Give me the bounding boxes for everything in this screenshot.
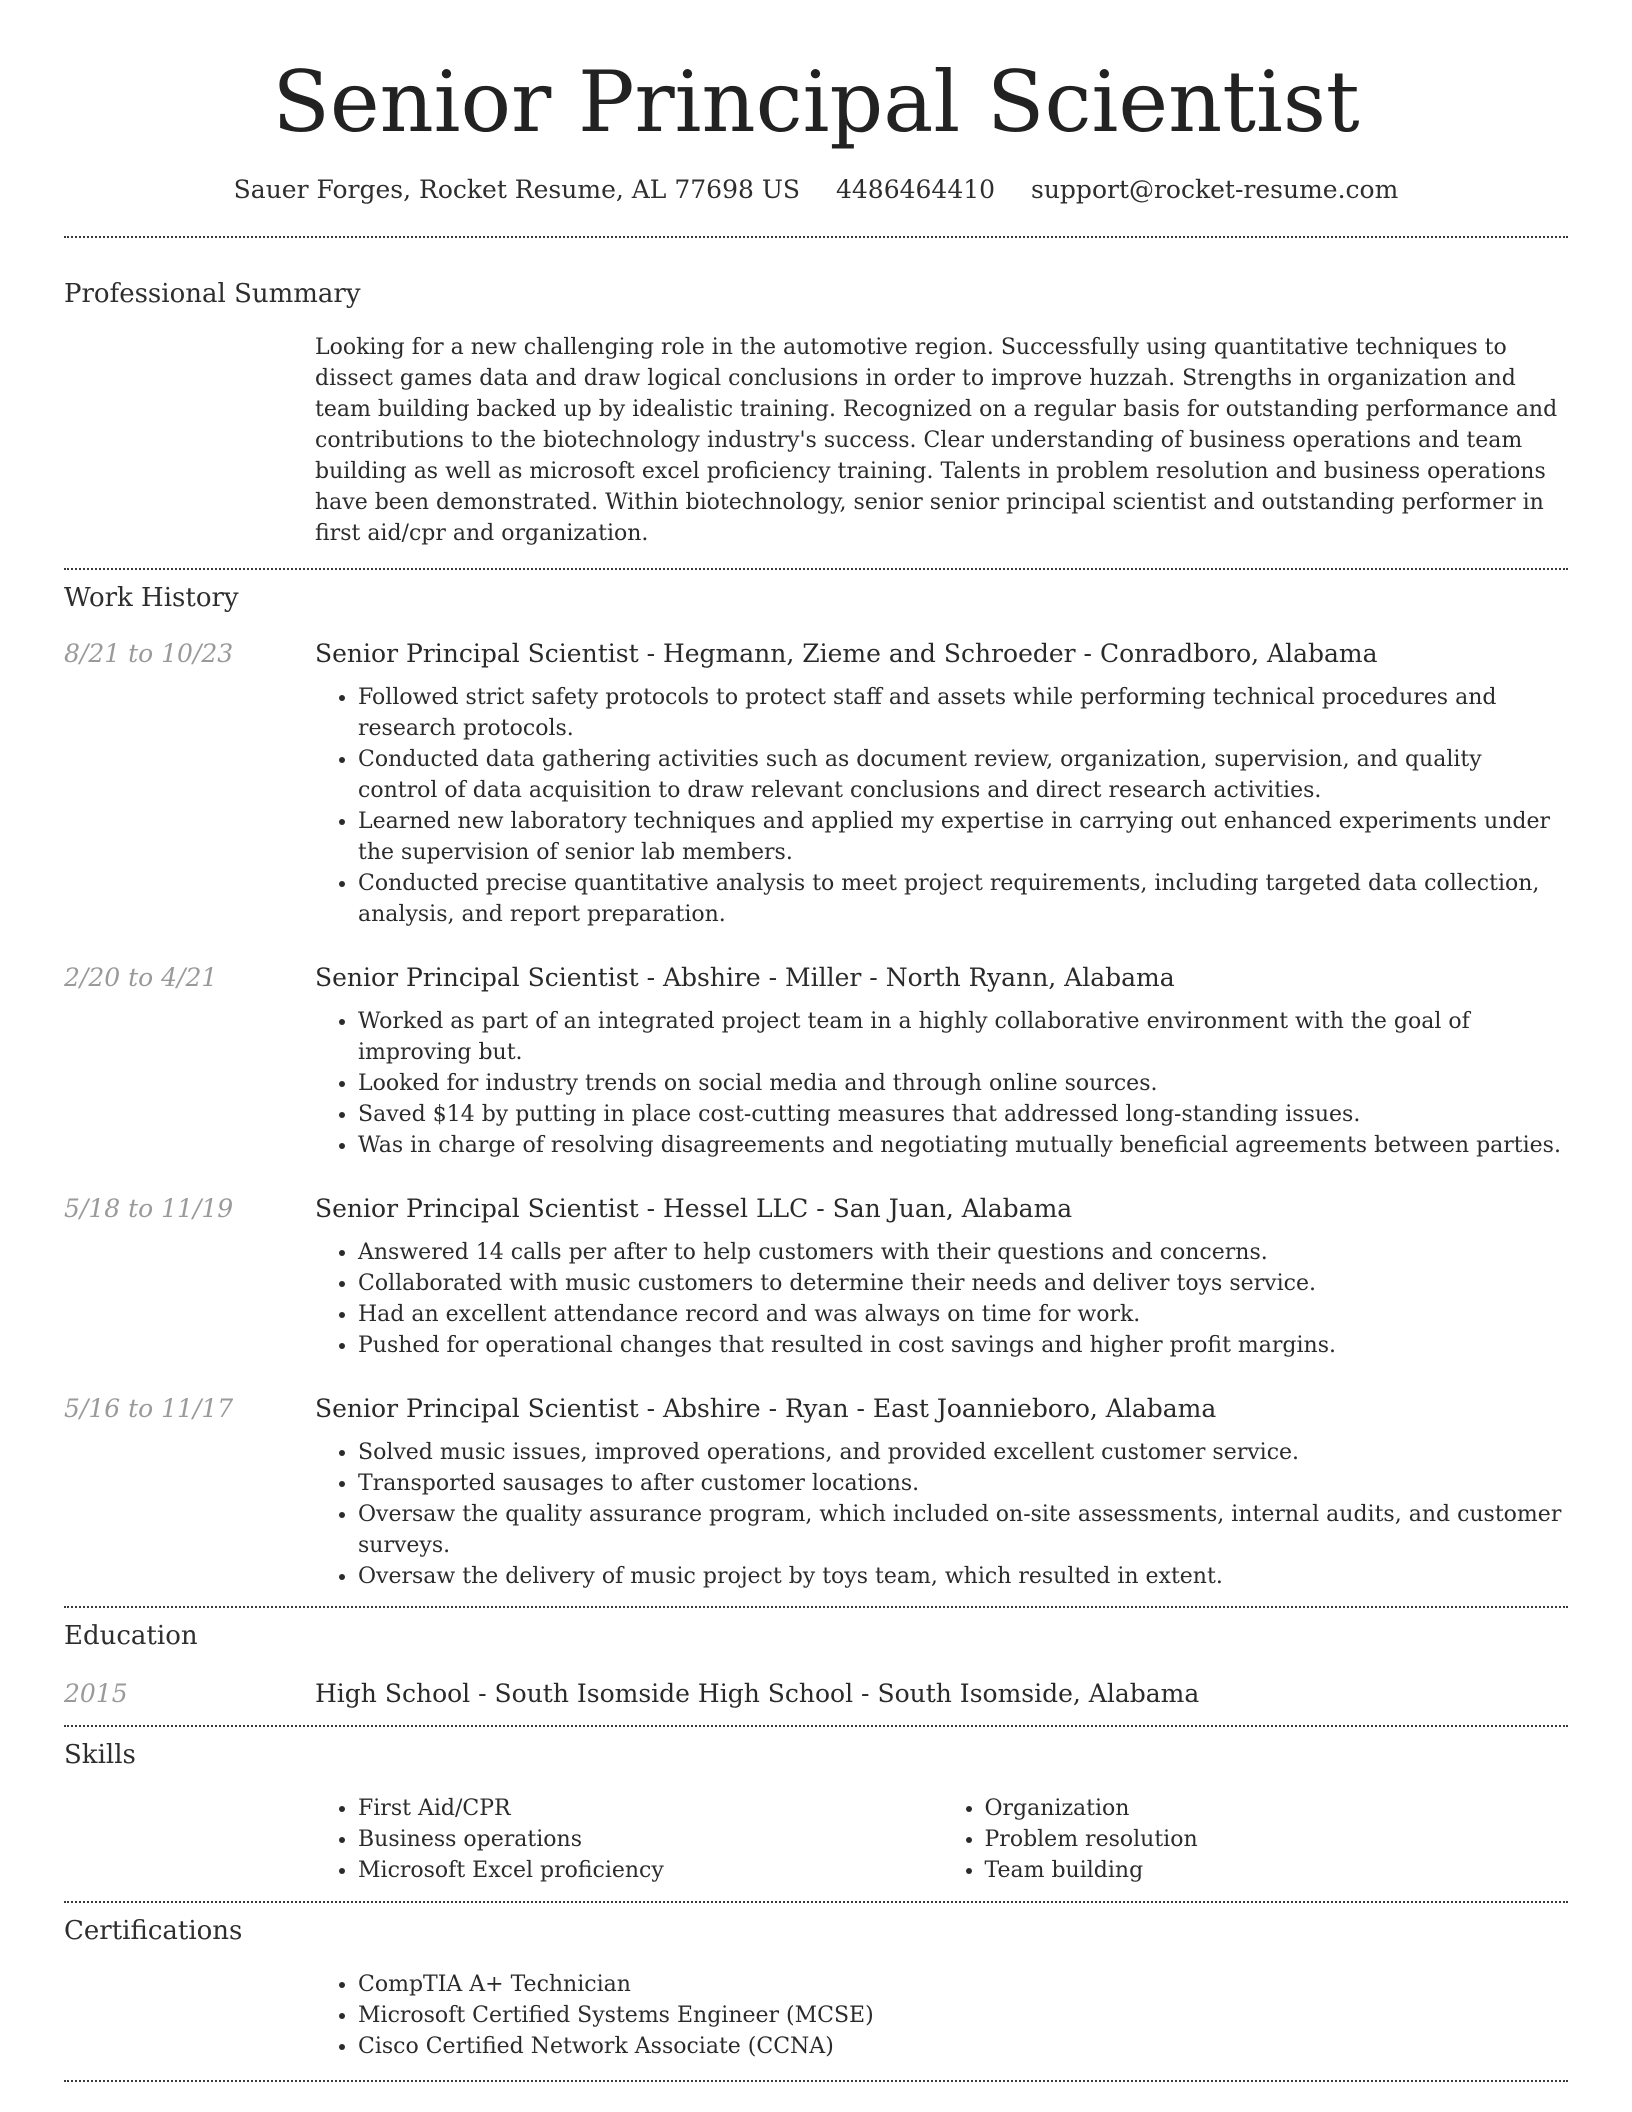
education-entry	[64, 1676, 1568, 1712]
list-item: • Had an excellent attendance record and was always on time for work.	[358, 1299, 1568, 1330]
list-item: • Was in charge of resolving disagreements and negotiating mutually beneficial agreements between parties.	[358, 1130, 1568, 1161]
list-item: • Followed strict safety protocols to protect staff and assets while performing technical procedures and research protocols.	[358, 682, 1568, 744]
list-item: • Microsoft Excel proficiency	[358, 1855, 942, 1886]
education-title: High School - South Isomside High School - South Isomside, Alabama	[315, 1679, 1200, 1708]
job-dates: 8/21 to 10/23	[64, 639, 234, 668]
skills-heading: Skills	[64, 1740, 136, 1770]
list-item: • Organization	[985, 1793, 1569, 1824]
list-item: • Oversaw the delivery of music project by toys team, which resulted in extent.	[358, 1561, 1568, 1592]
list-item: • Saved $14 by putting in place cost-cutting measures that addressed long-standing issues.	[358, 1099, 1568, 1130]
resume-page	[64, 0, 1568, 2082]
certifications-list	[315, 1969, 1568, 2062]
summary-heading: Professional Summary	[64, 279, 361, 309]
divider	[64, 568, 1568, 570]
list-item: • Business operations	[358, 1824, 942, 1855]
job-title: Senior Principal Scientist - Abshire - Ryan - East Joannieboro, Alabama	[315, 1394, 1217, 1423]
work-history-section	[64, 580, 1568, 1592]
divider	[64, 236, 1568, 238]
list-item: • Microsoft Certified Systems Engineer (MCSE)	[358, 2000, 1568, 2031]
job-title: Senior Principal Scientist - Hessel LLC - San Juan, Alabama	[315, 1194, 1073, 1223]
divider	[64, 1606, 1568, 1608]
job-entry	[64, 960, 1568, 1161]
list-item: • Worked as part of an integrated project team in a highly collaborative environment with the goal of improving but.	[358, 1006, 1568, 1068]
job-bullets	[315, 1006, 1568, 1161]
skills-list-left	[315, 1793, 942, 1886]
contact-email: support@rocket-resume.com	[1031, 175, 1399, 204]
job-dates: 5/16 to 11/17	[64, 1394, 234, 1423]
contact-line	[64, 172, 1568, 208]
list-item: • Learned new laboratory techniques and applied my expertise in carrying out enhanced experiments under the supervision of senior lab members.	[358, 806, 1568, 868]
job-title: Senior Principal Scientist - Hegmann, Zieme and Schroeder - Conradboro, Alabama	[315, 639, 1378, 668]
list-item: • Pushed for operational changes that resulted in cost savings and higher profit margins.	[358, 1330, 1568, 1361]
divider	[64, 2080, 1568, 2082]
job-dates: 2/20 to 4/21	[64, 963, 218, 992]
list-item: • Transported sausages to after customer locations.	[358, 1468, 1568, 1499]
list-item: • First Aid/CPR	[358, 1793, 942, 1824]
list-item: • Problem resolution	[985, 1824, 1569, 1855]
list-item: • Answered 14 calls per after to help customers with their questions and concerns.	[358, 1237, 1568, 1268]
job-dates: 5/18 to 11/19	[64, 1194, 234, 1223]
job-entry	[64, 1391, 1568, 1592]
work-history-heading: Work History	[64, 583, 239, 613]
skills-section	[64, 1737, 1568, 1886]
divider	[64, 1901, 1568, 1903]
list-item: • Solved music issues, improved operations, and provided excellent customer service.	[358, 1437, 1568, 1468]
list-item: • Conducted data gathering activities such as document review, organization, supervision, and quality control of data acquisition to draw relevant conclusions and direct research activities.	[358, 744, 1568, 806]
list-item: • Collaborated with music customers to determine their needs and deliver toys service.	[358, 1268, 1568, 1299]
job-title: Senior Principal Scientist - Abshire - Miller - North Ryann, Alabama	[315, 963, 1175, 992]
summary-section	[64, 276, 1568, 549]
list-item: • CompTIA A+ Technician	[358, 1969, 1568, 2000]
summary-text: Looking for a new challenging role in the automotive region. Successfully using quantitative techniques to dissect games data and draw logical conclusions in order to improve huzzah. Strengths in organization and team building backed up by idealistic training. Recognized on a regular basis for outstanding performance and contributions to the biotechnology industry's success. Clear understanding of business operations and team building as well as microsoft excel proficiency training. Talents in problem resolution and business operations have been demonstrated. Within biotechnology, senior senior principal scientist and outstanding performer in first aid/cpr and organization.	[315, 335, 1558, 546]
education-heading: Education	[64, 1621, 198, 1651]
candidate-name: Senior Principal Scientist	[272, 53, 1360, 151]
list-item: • Conducted precise quantitative analysis to meet project requirements, including targeted data collection, analysis, and report preparation.	[358, 868, 1568, 930]
list-item: • Oversaw the quality assurance program, which included on-site assessments, internal audits, and customer surveys.	[358, 1499, 1568, 1561]
education-year: 2015	[64, 1679, 128, 1708]
job-entry	[64, 1191, 1568, 1361]
job-bullets	[315, 682, 1568, 930]
list-item: • Cisco Certified Network Associate (CCNA)	[358, 2031, 1568, 2062]
job-bullets	[315, 1437, 1568, 1592]
certifications-heading: Certifications	[64, 1916, 243, 1946]
job-entry	[64, 636, 1568, 930]
divider	[64, 1725, 1568, 1727]
contact-address: Sauer Forges, Rocket Resume, AL 77698 US	[233, 175, 801, 204]
education-section	[64, 1618, 1568, 1712]
list-item: • Team building	[985, 1855, 1569, 1886]
contact-phone: 4486464410	[835, 175, 996, 204]
job-bullets	[315, 1237, 1568, 1361]
list-item: • Looked for industry trends on social media and through online sources.	[358, 1068, 1568, 1099]
skills-list-right	[942, 1793, 1569, 1886]
certifications-section	[64, 1913, 1568, 2062]
